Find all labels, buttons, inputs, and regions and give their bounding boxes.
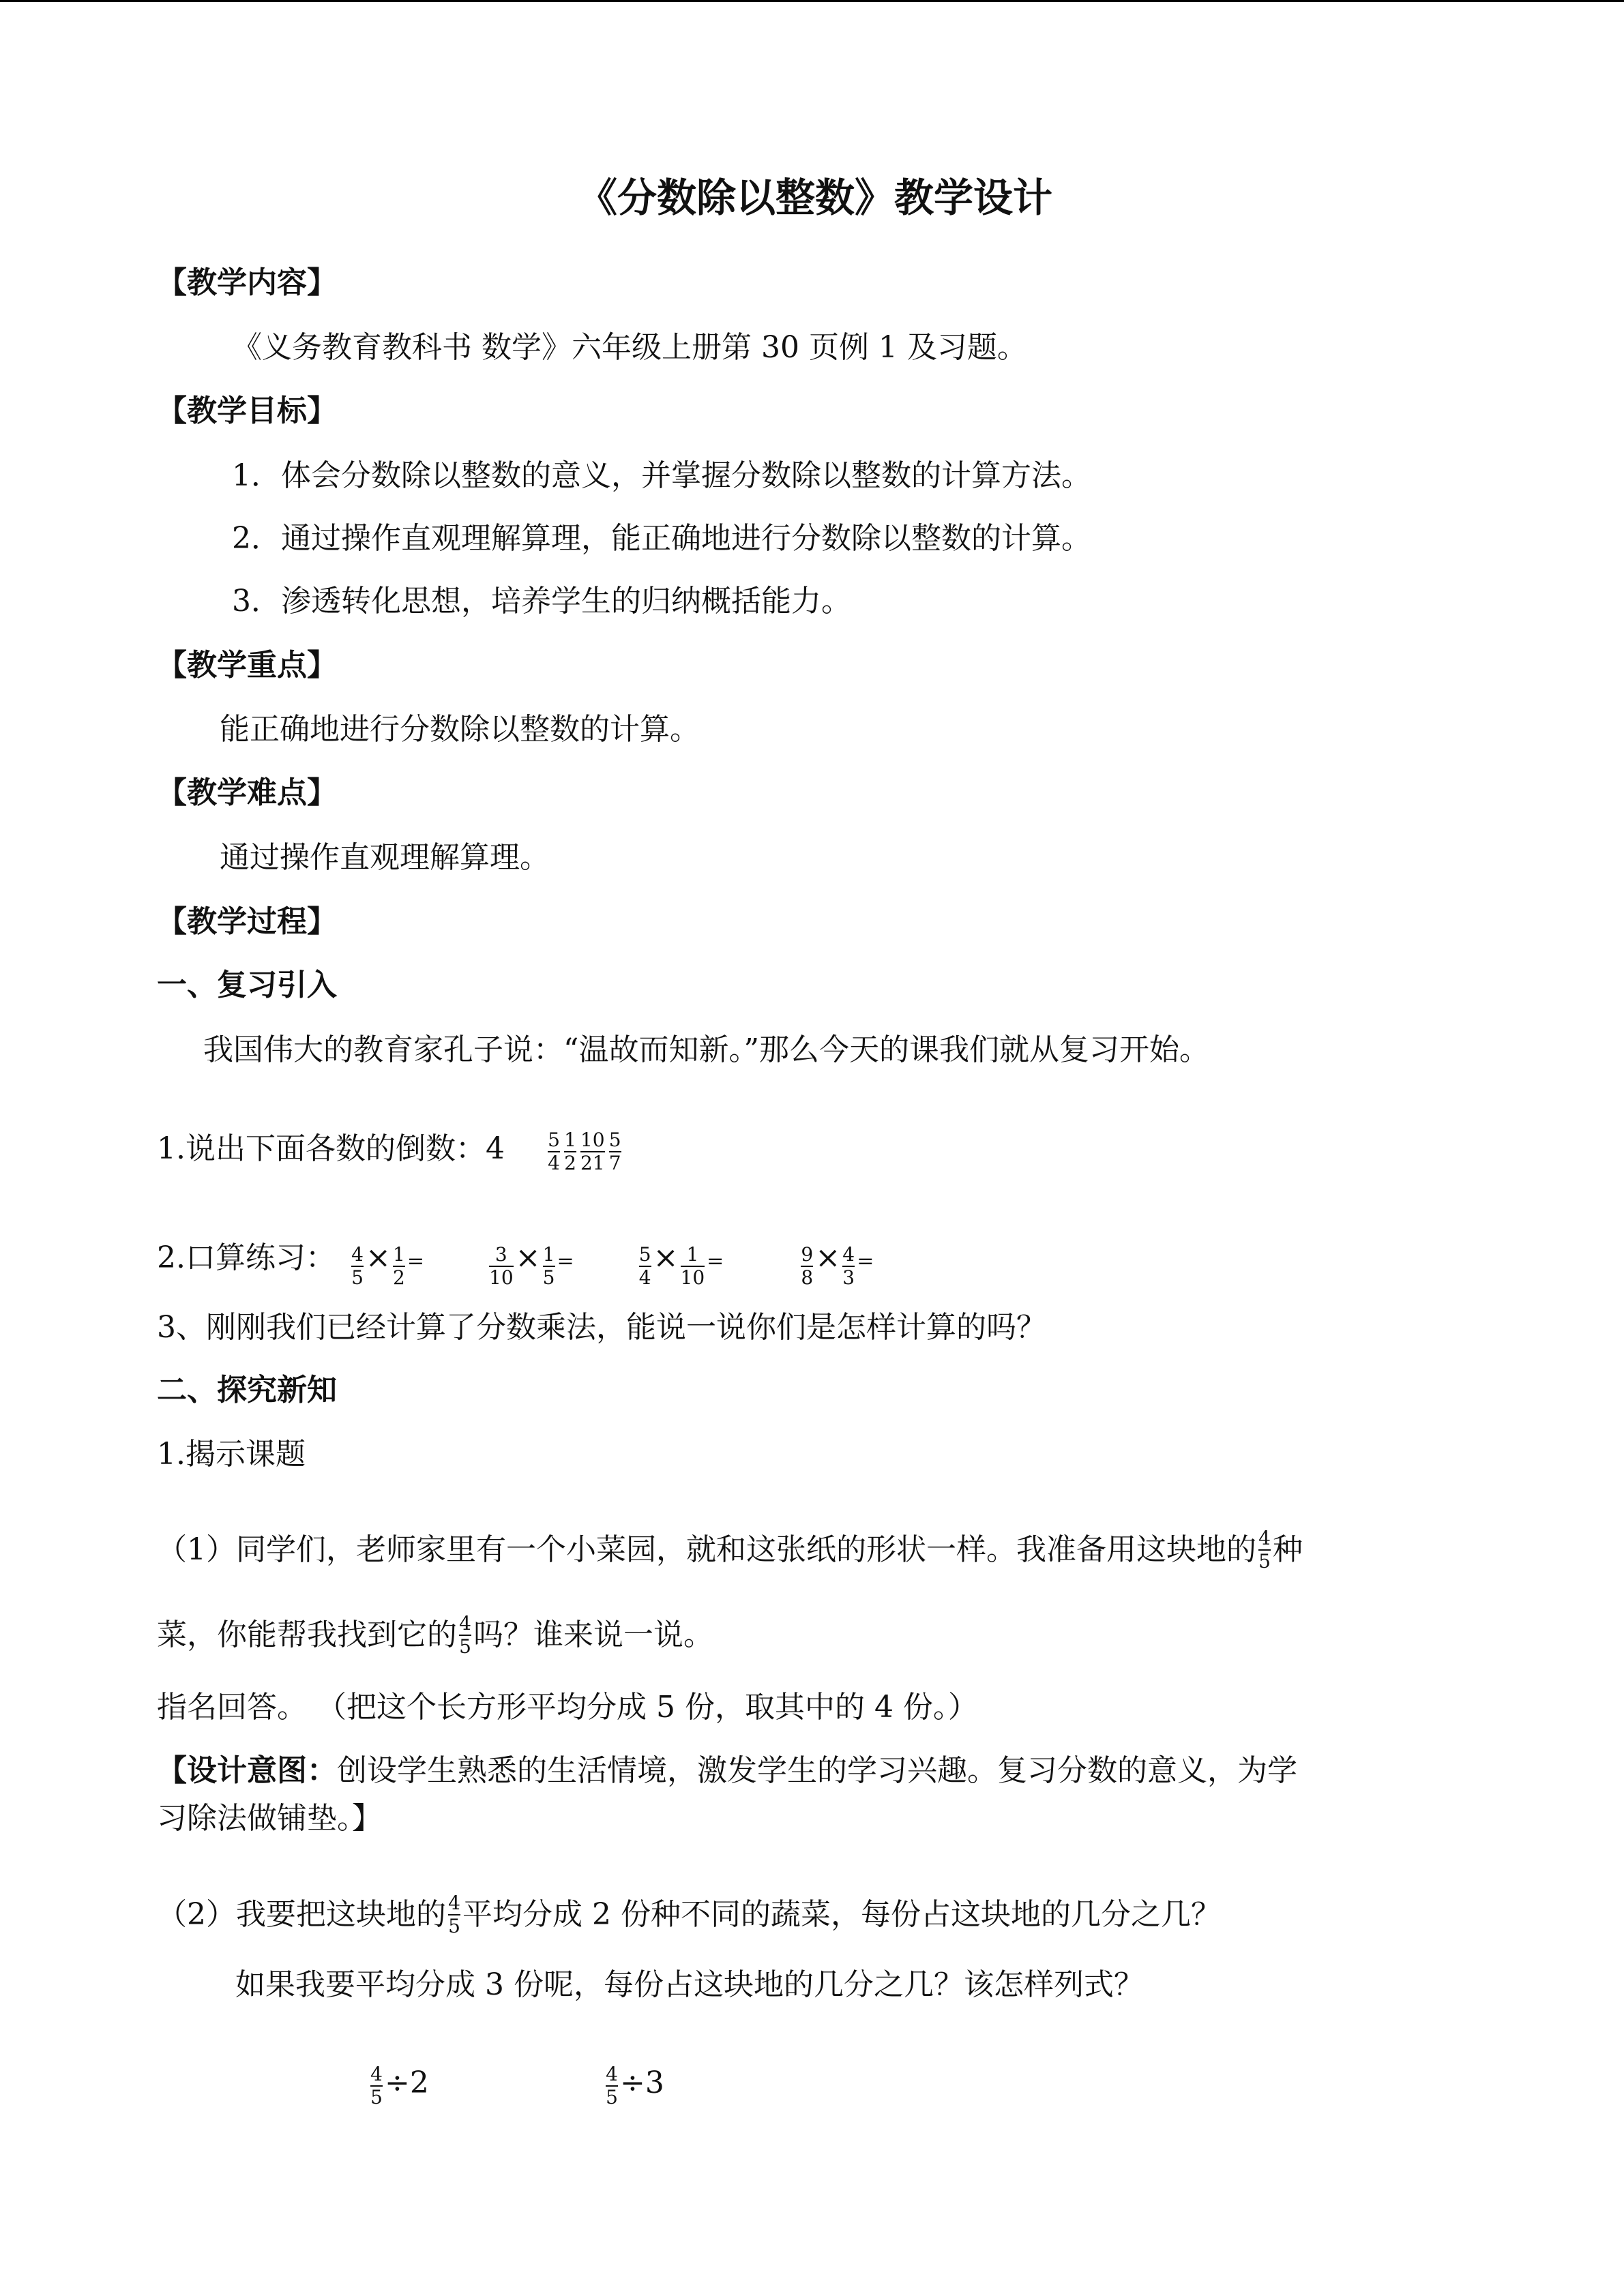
division-expression-1 — [368, 2063, 429, 2108]
subsection-reveal-topic: 1.揭示课题 — [157, 1437, 306, 1472]
page-top-border — [0, 0, 1624, 2]
text-run: 习除法做铺垫。】 — [157, 1801, 382, 1836]
denominator: 5 — [606, 2086, 618, 2108]
denominator: 5 — [448, 1915, 460, 1937]
fraction — [548, 1129, 560, 1174]
design-intent-label: 【设计意图： — [157, 1753, 337, 1788]
numerator: 5 — [638, 1243, 651, 1266]
fraction — [489, 1244, 514, 1289]
equals-sign: = — [557, 1249, 574, 1273]
fraction — [459, 1613, 471, 1658]
fraction — [543, 1244, 555, 1289]
numerator: 3 — [494, 1243, 507, 1266]
denominator: 5 — [542, 1266, 555, 1289]
expression-4 — [799, 1240, 874, 1289]
section-heading-goals: 【教学目标】 — [157, 393, 337, 428]
times-sign: × — [365, 1240, 391, 1275]
equals-sign: = — [857, 1249, 874, 1273]
goal-item-1: 1．体会分数除以整数的意义，并掌握分数除以整数的计算方法。 — [232, 458, 1091, 493]
section-heading-difficulty: 【教学难点】 — [157, 775, 337, 810]
expression-3 — [637, 1240, 724, 1289]
fraction — [564, 1129, 576, 1174]
fraction — [606, 2063, 618, 2108]
denominator: 7 — [608, 1152, 621, 1174]
numerator: 1 — [564, 1129, 576, 1151]
review-question-1 — [157, 1129, 623, 1174]
fraction — [681, 1244, 705, 1289]
goal-item-3: 3．渗透转化思想，培养学生的归纳概括能力。 — [232, 584, 851, 618]
divide-by-2: ÷2 — [385, 2066, 429, 2100]
numerator: 10 — [580, 1129, 605, 1151]
design-intent-line-1 — [157, 1750, 1297, 1791]
equals-sign: = — [407, 1249, 424, 1273]
part2-heading: 二、探究新知 — [157, 1373, 337, 1407]
fraction — [801, 1244, 813, 1289]
denominator: 10 — [489, 1266, 514, 1289]
paragraph-1-line-1 — [157, 1527, 1303, 1572]
denominator: 21 — [580, 1152, 605, 1174]
review-question-3: 3、刚刚我们已经计算了分数乘法，能说一说你们是怎样计算的吗？ — [157, 1310, 1046, 1345]
difficulty-text: 通过操作直观理解算理。 — [220, 840, 550, 875]
numerator: 4 — [606, 2063, 618, 2085]
denominator: 5 — [459, 1635, 471, 1658]
numerator: 4 — [459, 1612, 471, 1635]
denominator: 8 — [801, 1266, 814, 1289]
fraction — [639, 1244, 651, 1289]
numerator: 4 — [370, 2063, 383, 2085]
denominator: 4 — [548, 1152, 560, 1174]
paragraph-1-line-2 — [157, 1613, 713, 1658]
section-heading-key: 【教学重点】 — [157, 648, 337, 683]
numerator: 5 — [608, 1129, 621, 1151]
numerator: 1 — [686, 1243, 699, 1266]
numerator: 9 — [801, 1243, 814, 1266]
paragraph-2-line-1 — [157, 1892, 1221, 1937]
equals-sign: = — [707, 1249, 724, 1273]
q1-label: 1.说出下面各数的倒数：4 — [157, 1131, 505, 1166]
denominator: 10 — [680, 1266, 705, 1289]
text-run: （2）我要把这块地的 — [157, 1897, 446, 1932]
page-title: 《分数除以整数》教学设计 — [578, 175, 1053, 221]
content-text: 《义务教育教科书 数学》六年级上册第 30 页例 1 及习题。 — [232, 330, 1027, 365]
paragraph-2-line-2: 如果我要平均分成 3 份呢，每份占这块地的几分之几？该怎样列式？ — [235, 1967, 1144, 2002]
times-sign: × — [815, 1240, 841, 1275]
q2-label: 2.口算练习： — [157, 1240, 336, 1275]
key-text: 能正确地进行分数除以整数的计算。 — [220, 712, 700, 747]
fraction — [448, 1892, 460, 1937]
fraction — [609, 1129, 621, 1174]
part1-heading: 一、复习引入 — [157, 968, 337, 1002]
numerator: 4 — [351, 1243, 364, 1266]
numerator: 4 — [842, 1243, 855, 1266]
fraction — [1258, 1527, 1271, 1572]
fraction — [370, 2063, 383, 2108]
fraction — [351, 1244, 364, 1289]
expression-1 — [349, 1240, 424, 1289]
fraction — [842, 1244, 855, 1289]
denominator: 5 — [370, 2086, 383, 2108]
fraction — [580, 1129, 605, 1174]
text-run: 平均分成 2 份种不同的蔬菜，每份占这块地的几分之几？ — [462, 1897, 1221, 1932]
text-run: 菜，你能帮我找到它的 — [157, 1617, 457, 1652]
times-sign: × — [515, 1240, 541, 1275]
times-sign: × — [653, 1240, 679, 1275]
denominator: 3 — [842, 1266, 855, 1289]
numerator: 5 — [548, 1129, 560, 1151]
denominator: 2 — [564, 1152, 576, 1174]
goal-item-2: 2．通过操作直观理解算理，能正确地进行分数除以整数的计算。 — [232, 521, 1091, 556]
denominator: 5 — [351, 1266, 364, 1289]
text-run: （1）同学们，老师家里有一个小菜园，就和这张纸的形状一样。我准备用这块地的 — [157, 1532, 1256, 1567]
numerator: 4 — [1258, 1527, 1271, 1549]
divide-by-3: ÷3 — [620, 2066, 664, 2100]
part1-intro: 我国伟大的教育家孔子说：“温故而知新。”那么今天的课我们就从复习开始。 — [203, 1032, 1209, 1067]
design-intent-line-2 — [157, 1798, 382, 1839]
expression-2 — [487, 1240, 574, 1289]
section-heading-content: 【教学内容】 — [157, 265, 337, 300]
denominator: 5 — [1258, 1550, 1271, 1572]
division-expression-2 — [604, 2063, 664, 2108]
numerator: 4 — [448, 1892, 460, 1914]
review-question-2 — [157, 1238, 874, 1289]
section-heading-process: 【教学过程】 — [157, 904, 337, 939]
answer-note: 指名回答。 （把这个长方形平均分成 5 份，取其中的 4 份。） — [157, 1690, 978, 1725]
text-run: 吗？谁来说一说。 — [473, 1617, 713, 1652]
denominator: 2 — [392, 1266, 405, 1289]
fraction — [393, 1244, 405, 1289]
numerator: 1 — [392, 1243, 405, 1266]
text-run: 种 — [1273, 1532, 1303, 1567]
text-run: 创设学生熟悉的生活情境，激发学生的学习兴趣。复习分数的意义，为学 — [337, 1753, 1297, 1788]
denominator: 4 — [638, 1266, 651, 1289]
numerator: 1 — [542, 1243, 555, 1266]
